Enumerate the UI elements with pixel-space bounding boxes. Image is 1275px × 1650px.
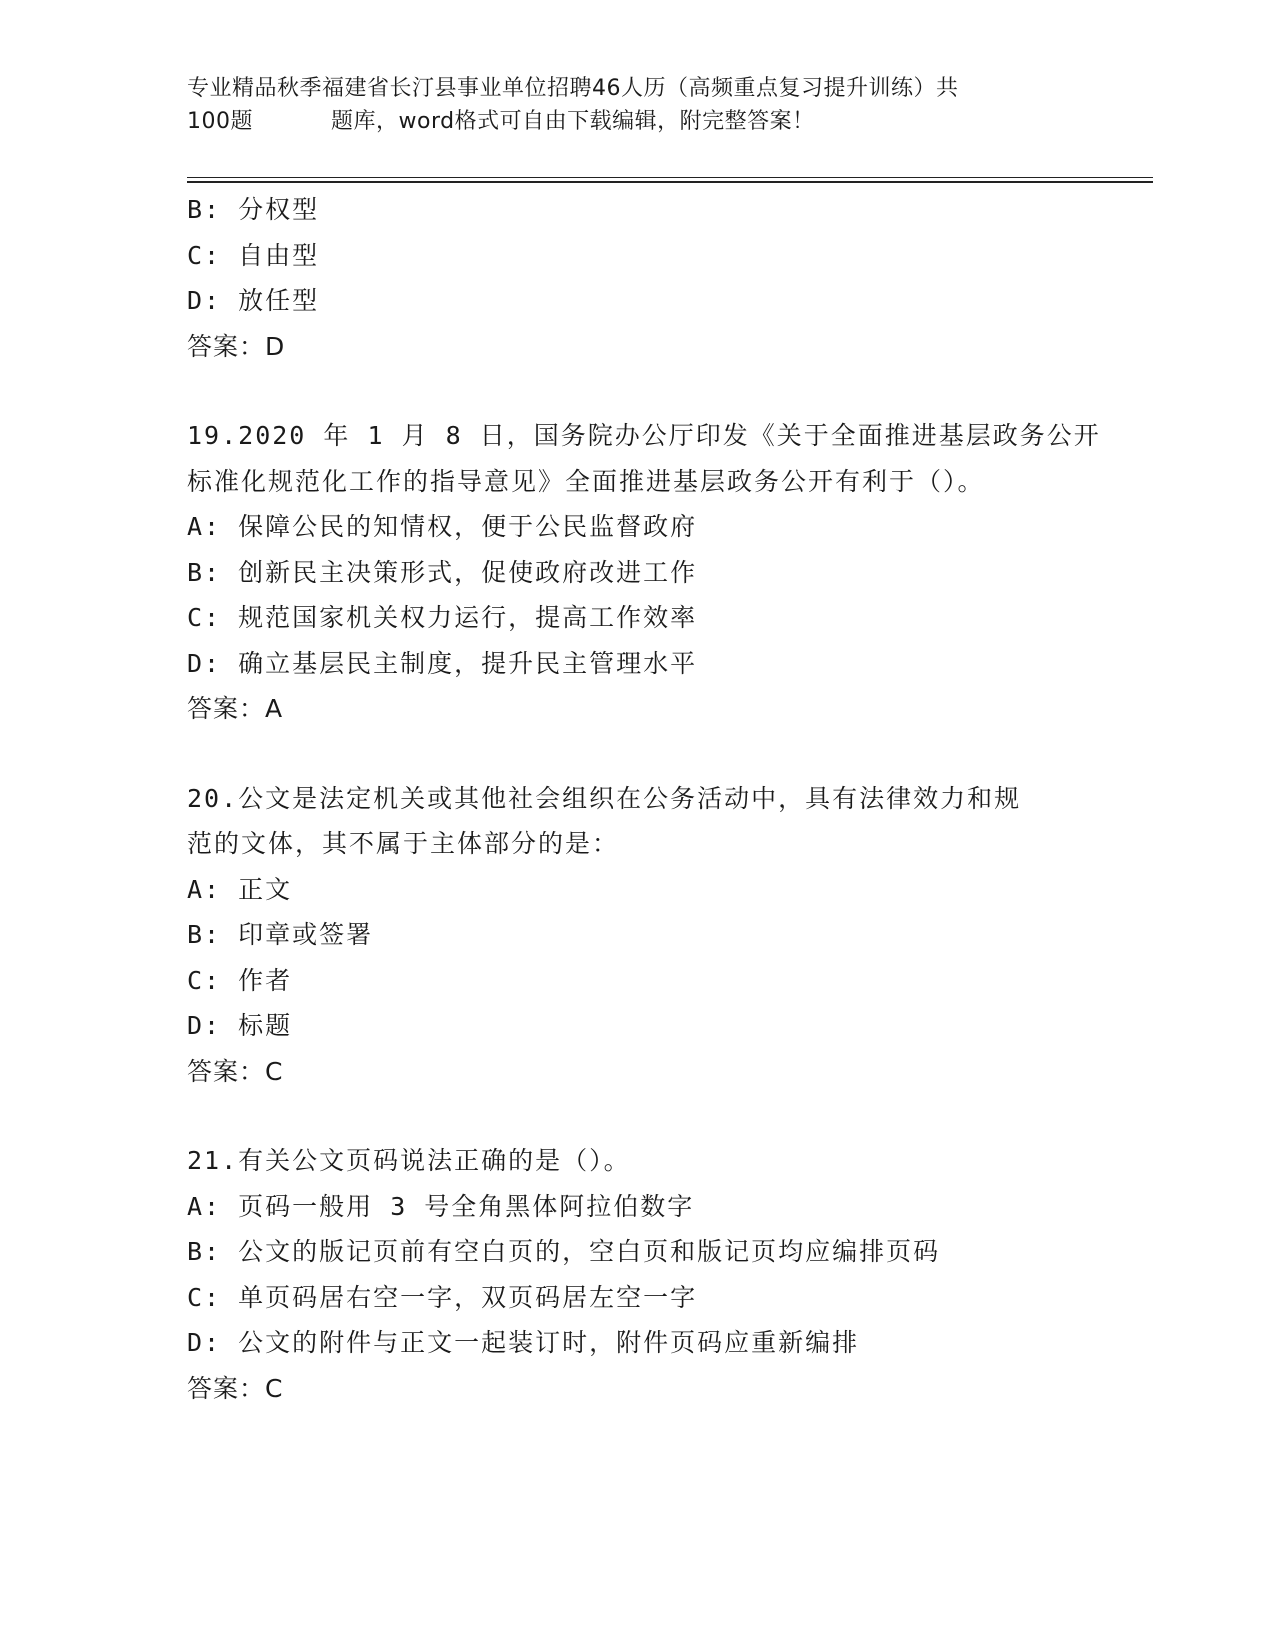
option-b: B: 创新民主决策形式，促使政府改进工作 — [187, 557, 698, 587]
question-block-20 — [187, 776, 1087, 1095]
option-c: C: 作者 — [187, 965, 293, 995]
document-header — [187, 72, 1067, 138]
option-d: D: 标题 — [187, 1011, 293, 1040]
question-text-line-2: 范的文体，其不属于主体部分的是： — [187, 829, 620, 858]
option-b: B: 公文的版记页前有空白页的，空白页和版记页均应编排页码 — [187, 1237, 941, 1266]
option-a: A: 页码一般用 3 号全角黑体阿拉伯数字 — [187, 1191, 695, 1221]
question-text-line-1: 20.公文是法定机关或其他社会组织在公务活动中，具有法律效力和规 — [187, 783, 1022, 813]
option-c: C: 自由型 — [187, 240, 320, 270]
header-divider-thin — [187, 177, 1153, 178]
option-b: B: 印章或签署 — [187, 920, 374, 949]
option-a: A: 正文 — [187, 874, 293, 904]
answer-line: 答案：C — [187, 1373, 284, 1403]
question-block-19 — [187, 413, 1101, 732]
option-b: B: 分权型 — [187, 195, 320, 224]
option-d: D: 公文的附件与正文一起装订时，附件页码应重新编排 — [187, 1328, 860, 1357]
question-block-18 — [187, 187, 1087, 369]
header-title-line-2 — [187, 105, 1067, 138]
header-title-line-1: 专业精品秋季福建省长汀县事业单位招聘46人历（高频重点复习提升训练）共 — [187, 76, 959, 101]
option-a: A: 保障公民的知情权，便于公民监督政府 — [187, 512, 698, 541]
answer-line: 答案：C — [187, 1056, 284, 1086]
header-description: 题库，word格式可自由下载编辑，附完整答案！ — [331, 109, 815, 134]
question-text-line-2: 标准化规范化工作的指导意见》全面推进基层政务公开有利于（）。 — [187, 466, 985, 496]
option-d: D: 放任型 — [187, 286, 320, 315]
header-question-count: 100题 — [187, 109, 253, 134]
answer-line: 答案：A — [187, 694, 284, 723]
question-text-line-1: 21.有关公文页码说法正确的是（）。 — [187, 1146, 631, 1175]
option-c: C: 单页码居右空一字，双页码居左空一字 — [187, 1282, 698, 1312]
answer-line: 答案：D — [187, 331, 286, 361]
question-block-21 — [187, 1138, 1087, 1411]
option-d: D: 确立基层民主制度，提升民主管理水平 — [187, 648, 698, 678]
header-divider-thick — [187, 181, 1153, 183]
question-text-line-1: 19.2020 年 1 月 8 日，国务院办公厅印发《关于全面推进基层政务公开 — [187, 421, 1101, 450]
option-c: C: 规范国家机关权力运行，提高工作效率 — [187, 603, 698, 632]
question-content — [187, 187, 1101, 1411]
